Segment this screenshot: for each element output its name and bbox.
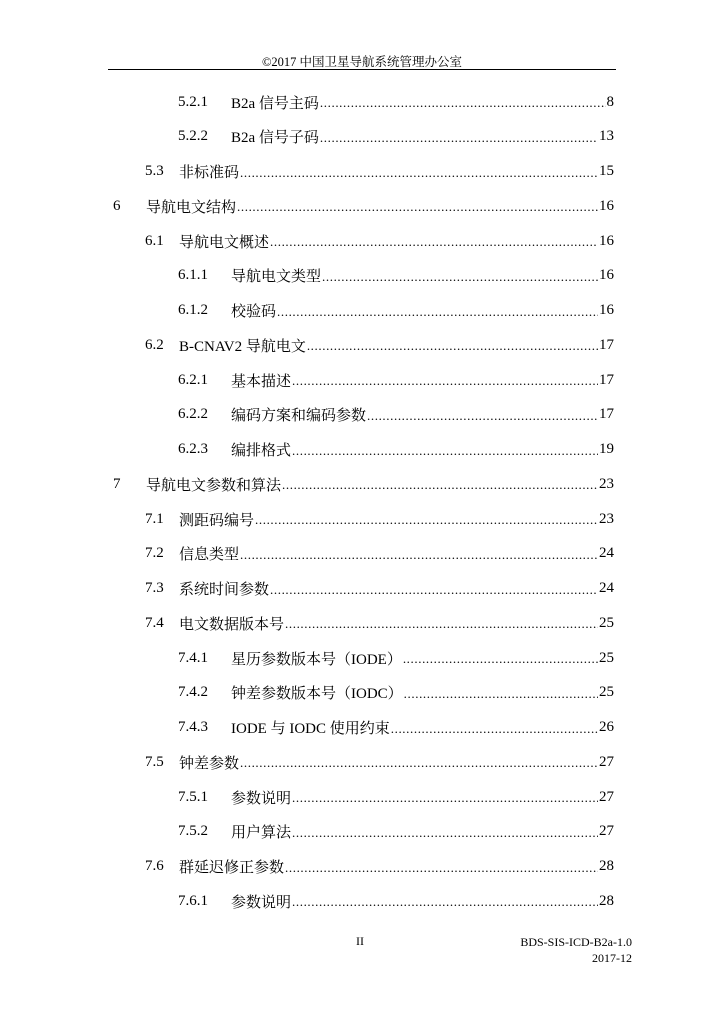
toc-dot-leader	[292, 784, 598, 810]
toc-dot-leader	[255, 506, 598, 532]
toc-entry[interactable]	[178, 124, 614, 150]
toc-entry-title: 基本描述	[231, 373, 292, 390]
toc-entry[interactable]	[178, 680, 614, 706]
toc-entry[interactable]	[178, 819, 614, 845]
toc-dot-leader	[292, 888, 598, 914]
toc-entry-page: 27	[599, 753, 614, 770]
toc-entry-number: 6.1.2	[178, 302, 208, 318]
toc-dot-leader	[391, 715, 598, 741]
toc-entry[interactable]	[145, 610, 614, 636]
toc-entry[interactable]	[178, 645, 614, 671]
toc-entry[interactable]	[145, 749, 614, 775]
toc-entry-page: 24	[599, 580, 614, 596]
toc-entry-number: 7.3	[145, 580, 164, 596]
toc-entry[interactable]	[145, 159, 614, 185]
toc-dot-leader	[270, 576, 598, 602]
toc-entry-page: 24	[599, 545, 614, 562]
toc-entry-title: IODE 与 IODC 使用约束	[231, 721, 390, 737]
toc-entry-number: 7.6.1	[178, 892, 208, 909]
toc-entry-number: 7.4.3	[178, 719, 208, 735]
toc-entry-number: 6.1.1	[178, 267, 208, 284]
toc-dot-leader	[240, 541, 598, 567]
toc-entry-number: 5.2.2	[178, 128, 208, 145]
toc-entry-number: 6.2.3	[178, 441, 208, 457]
toc-dot-leader	[367, 402, 598, 428]
toc-entry-number: 7.4.1	[178, 649, 208, 666]
toc-dot-leader	[240, 159, 598, 185]
toc-entry-title: 导航电文参数和算法	[146, 477, 282, 494]
toc-entry-title: 钟差参数版本号（IODC）	[231, 686, 403, 703]
toc-entry-title: B2a 信号子码	[231, 130, 319, 147]
toc-entry-page: 23	[599, 475, 614, 492]
toc-entry-page: 16	[599, 232, 614, 249]
toc-entry[interactable]	[178, 437, 614, 463]
toc-entry-number: 6.1	[145, 232, 164, 249]
toc-entry-title: 导航电文结构	[146, 199, 237, 216]
toc-entry-title: B-CNAV2 导航电文	[179, 338, 306, 355]
toc-entry-number: 7.4	[145, 614, 164, 631]
toc-dot-leader	[404, 680, 598, 706]
toc-entry-page: 13	[599, 128, 614, 145]
toc-entry-page: 27	[599, 788, 614, 805]
toc-entry-page: 28	[599, 858, 614, 874]
toc-entry-page: 16	[599, 197, 614, 214]
toc-dot-leader	[285, 854, 598, 880]
toc-entry-page: 16	[599, 267, 614, 284]
toc-dot-leader	[322, 263, 598, 289]
toc-entry[interactable]	[145, 576, 614, 602]
toc-entry-page: 26	[599, 719, 614, 735]
toc-entry-page: 16	[599, 302, 614, 318]
toc-entry-title: 群延迟修正参数	[179, 860, 285, 876]
toc-entry-page: 23	[599, 510, 614, 527]
toc-dot-leader	[277, 298, 598, 324]
toc-entry-number: 6.2.2	[178, 406, 208, 423]
toc-entry-title: 校验码	[231, 304, 277, 320]
toc-entry-page: 17	[599, 406, 614, 423]
toc-dot-leader	[237, 193, 598, 219]
footer-page-number: II	[356, 934, 364, 948]
toc-entry-number: 7.5.1	[178, 788, 208, 805]
toc-entry[interactable]	[178, 367, 614, 393]
toc-entry-number: 7.4.2	[178, 684, 208, 701]
toc-entry-page: 25	[599, 614, 614, 631]
toc-entry-title: 参数说明	[231, 894, 292, 911]
toc-entry[interactable]	[178, 888, 614, 914]
toc-entry-page: 25	[599, 649, 614, 666]
toc-dot-leader	[403, 645, 598, 671]
footer-document-info	[520, 934, 632, 966]
toc-dot-leader	[292, 819, 598, 845]
toc-dot-leader	[240, 749, 598, 775]
toc-entry-title: 导航电文类型	[231, 269, 322, 286]
toc-dot-leader	[320, 89, 606, 115]
toc-entry-title: 导航电文概述	[179, 234, 270, 251]
toc-entry[interactable]	[178, 89, 614, 115]
toc-entry-number: 7.5.2	[178, 823, 208, 840]
toc-entry-page: 25	[599, 684, 614, 701]
toc-entry[interactable]	[145, 506, 614, 532]
toc-entry-page: 17	[599, 371, 614, 388]
toc-entry-number: 5.2.1	[178, 93, 208, 110]
toc-entry-title: 编排格式	[231, 443, 292, 459]
toc-entry[interactable]	[113, 193, 614, 219]
toc-dot-leader	[282, 471, 598, 497]
toc-entry[interactable]	[178, 784, 614, 810]
toc-entry[interactable]	[145, 228, 614, 254]
toc-dot-leader	[285, 610, 598, 636]
toc-entry-title: 参数说明	[231, 790, 292, 807]
toc-entry-number: 6.2	[145, 336, 164, 353]
toc-entry-number: 7	[113, 475, 121, 492]
toc-entry-number: 7.2	[145, 545, 164, 562]
toc-entry[interactable]	[178, 263, 614, 289]
toc-entry-title: B2a 信号主码	[231, 95, 319, 112]
footer-date: 2017-12	[592, 951, 632, 965]
toc-entry-number: 6.2.1	[178, 371, 208, 388]
toc-dot-leader	[307, 332, 598, 358]
toc-entry-title: 非标准码	[179, 165, 240, 181]
toc-entry-title: 电文数据版本号	[179, 616, 285, 633]
toc-entry[interactable]	[113, 471, 614, 497]
toc-entry-number: 7.5	[145, 753, 164, 770]
toc-entry-title: 系统时间参数	[179, 582, 270, 598]
toc-entry[interactable]	[145, 541, 614, 567]
toc-entry-page: 28	[599, 892, 614, 909]
toc-entry-number: 5.3	[145, 163, 164, 179]
toc-entry-page: 19	[599, 441, 614, 457]
toc-entry-title: 用户算法	[231, 825, 292, 842]
toc-dot-leader	[270, 228, 598, 254]
toc-entry-title: 编码方案和编码参数	[231, 408, 367, 425]
toc-entry-page: 27	[599, 823, 614, 840]
toc-entry[interactable]	[145, 854, 614, 880]
page-header: ©2017 中国卫星导航系统管理办公室	[261, 55, 463, 69]
toc-entry[interactable]	[178, 715, 614, 741]
toc-entry-title: 星历参数版本号（IODE）	[231, 651, 402, 668]
toc-dot-leader	[292, 437, 598, 463]
toc-entry-page: 15	[599, 163, 614, 179]
toc-entry-number: 6	[113, 197, 121, 214]
footer-doc-id: BDS-SIS-ICD-B2a-1.0	[520, 935, 632, 949]
toc-entry[interactable]	[178, 298, 614, 324]
toc-dot-leader	[320, 124, 598, 150]
toc-entry-number: 7.1	[145, 510, 164, 527]
toc-entry-title: 测距码编号	[179, 512, 255, 529]
toc-dot-leader	[292, 367, 598, 393]
toc-entry[interactable]	[145, 332, 614, 358]
toc-entry-number: 7.6	[145, 858, 164, 874]
toc-entry[interactable]	[178, 402, 614, 428]
toc-entry-title: 信息类型	[179, 547, 240, 564]
toc-entry-title: 钟差参数	[179, 755, 240, 772]
header-rule	[108, 69, 616, 70]
toc-entry-page: 17	[599, 336, 614, 353]
toc-entry-page: 8	[606, 93, 614, 110]
